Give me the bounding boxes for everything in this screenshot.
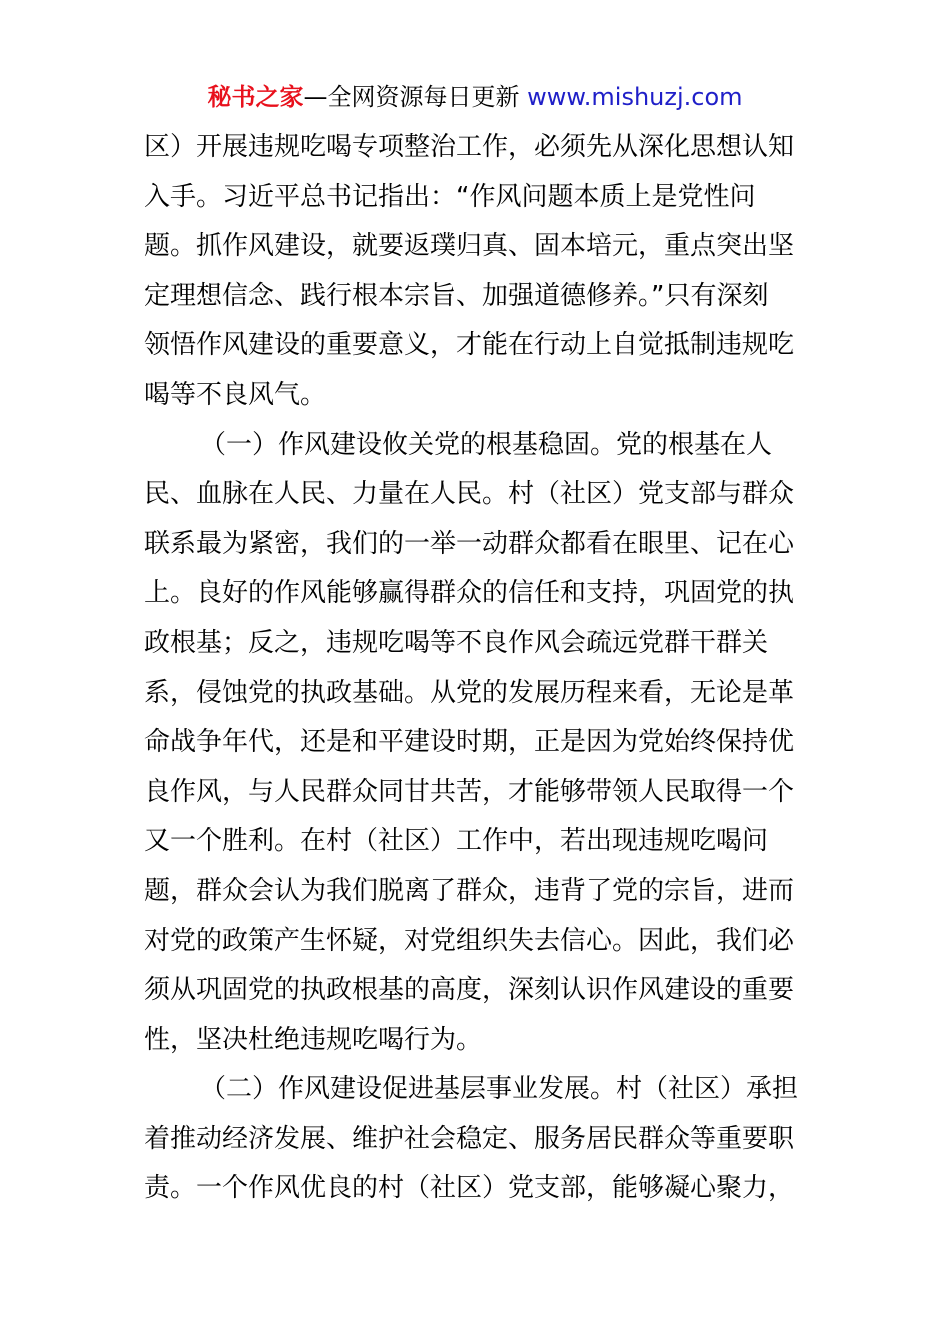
text-line: 对党的政策产生怀疑，对党组织失去信心。因此，我们必 — [144, 925, 795, 956]
text-line: 区）开展违规吃喝专项整治工作，必须先从深化思想认知 — [144, 132, 795, 162]
site-tagline: —全网资源每日更新 — [303, 83, 520, 111]
text-line: 系，侵蚀党的执政基础。从党的发展历程来看，无论是革 — [144, 677, 795, 708]
text-line: 入手。习近平总书记指出：“作风问题本质上是党性问 — [144, 181, 756, 212]
site-url[interactable]: www.mishuzj.com — [527, 83, 743, 111]
text-line: 性，坚决杜绝违规吃喝行为。 — [144, 1024, 483, 1055]
text-line: 上。良好的作风能够赢得群众的信任和支持，巩固党的执 — [144, 578, 795, 609]
site-brand: 秘书之家 — [207, 83, 304, 111]
text-line: 联系最为紧密，我们的一举一动群众都看在眼里、记在心 — [144, 528, 795, 559]
text-line: 题，群众会认为我们脱离了群众，违背了党的宗旨，进而 — [144, 875, 795, 906]
text-line: 责。一个作风优良的村（社区）党支部，能够凝心聚力， — [144, 1173, 795, 1204]
text-line: 题。抓作风建设，就要返璞归真、固本培元，重点突出坚 — [144, 231, 795, 262]
text-line: 定理想信念、践行根本宗旨、加强道德修养。”只有深刻 — [144, 280, 769, 311]
site-header — [0, 82, 950, 112]
text-line: 又一个胜利。在村（社区）工作中，若出现违规吃喝问 — [144, 826, 769, 857]
text-line: 民、血脉在人民、力量在人民。村（社区）党支部与群众 — [144, 479, 795, 510]
text-line: 命战争年代，还是和平建设时期，正是因为党始终保持优 — [144, 727, 795, 758]
text-line: 良作风，与人民群众同甘共苦，才能够带领人民取得一个 — [144, 776, 795, 807]
section-heading-line: （二）作风建设促进基层事业发展。村（社区）承担 — [200, 1074, 799, 1105]
document-body — [144, 123, 809, 1214]
text-line: 须从巩固党的执政根基的高度，深刻认识作风建设的重要 — [144, 975, 795, 1006]
text-line: 政根基；反之，违规吃喝等不良作风会疏远党群干群关 — [144, 627, 769, 658]
text-line: 喝等不良风气。 — [144, 379, 327, 410]
section-heading-line: （一）作风建设攸关党的根基稳固。党的根基在人 — [200, 429, 773, 460]
text-line: 着推动经济发展、维护社会稳定、服务居民群众等重要职 — [144, 1123, 795, 1154]
text-line: 领悟作风建设的重要意义，才能在行动上自觉抵制违规吃 — [144, 330, 795, 361]
